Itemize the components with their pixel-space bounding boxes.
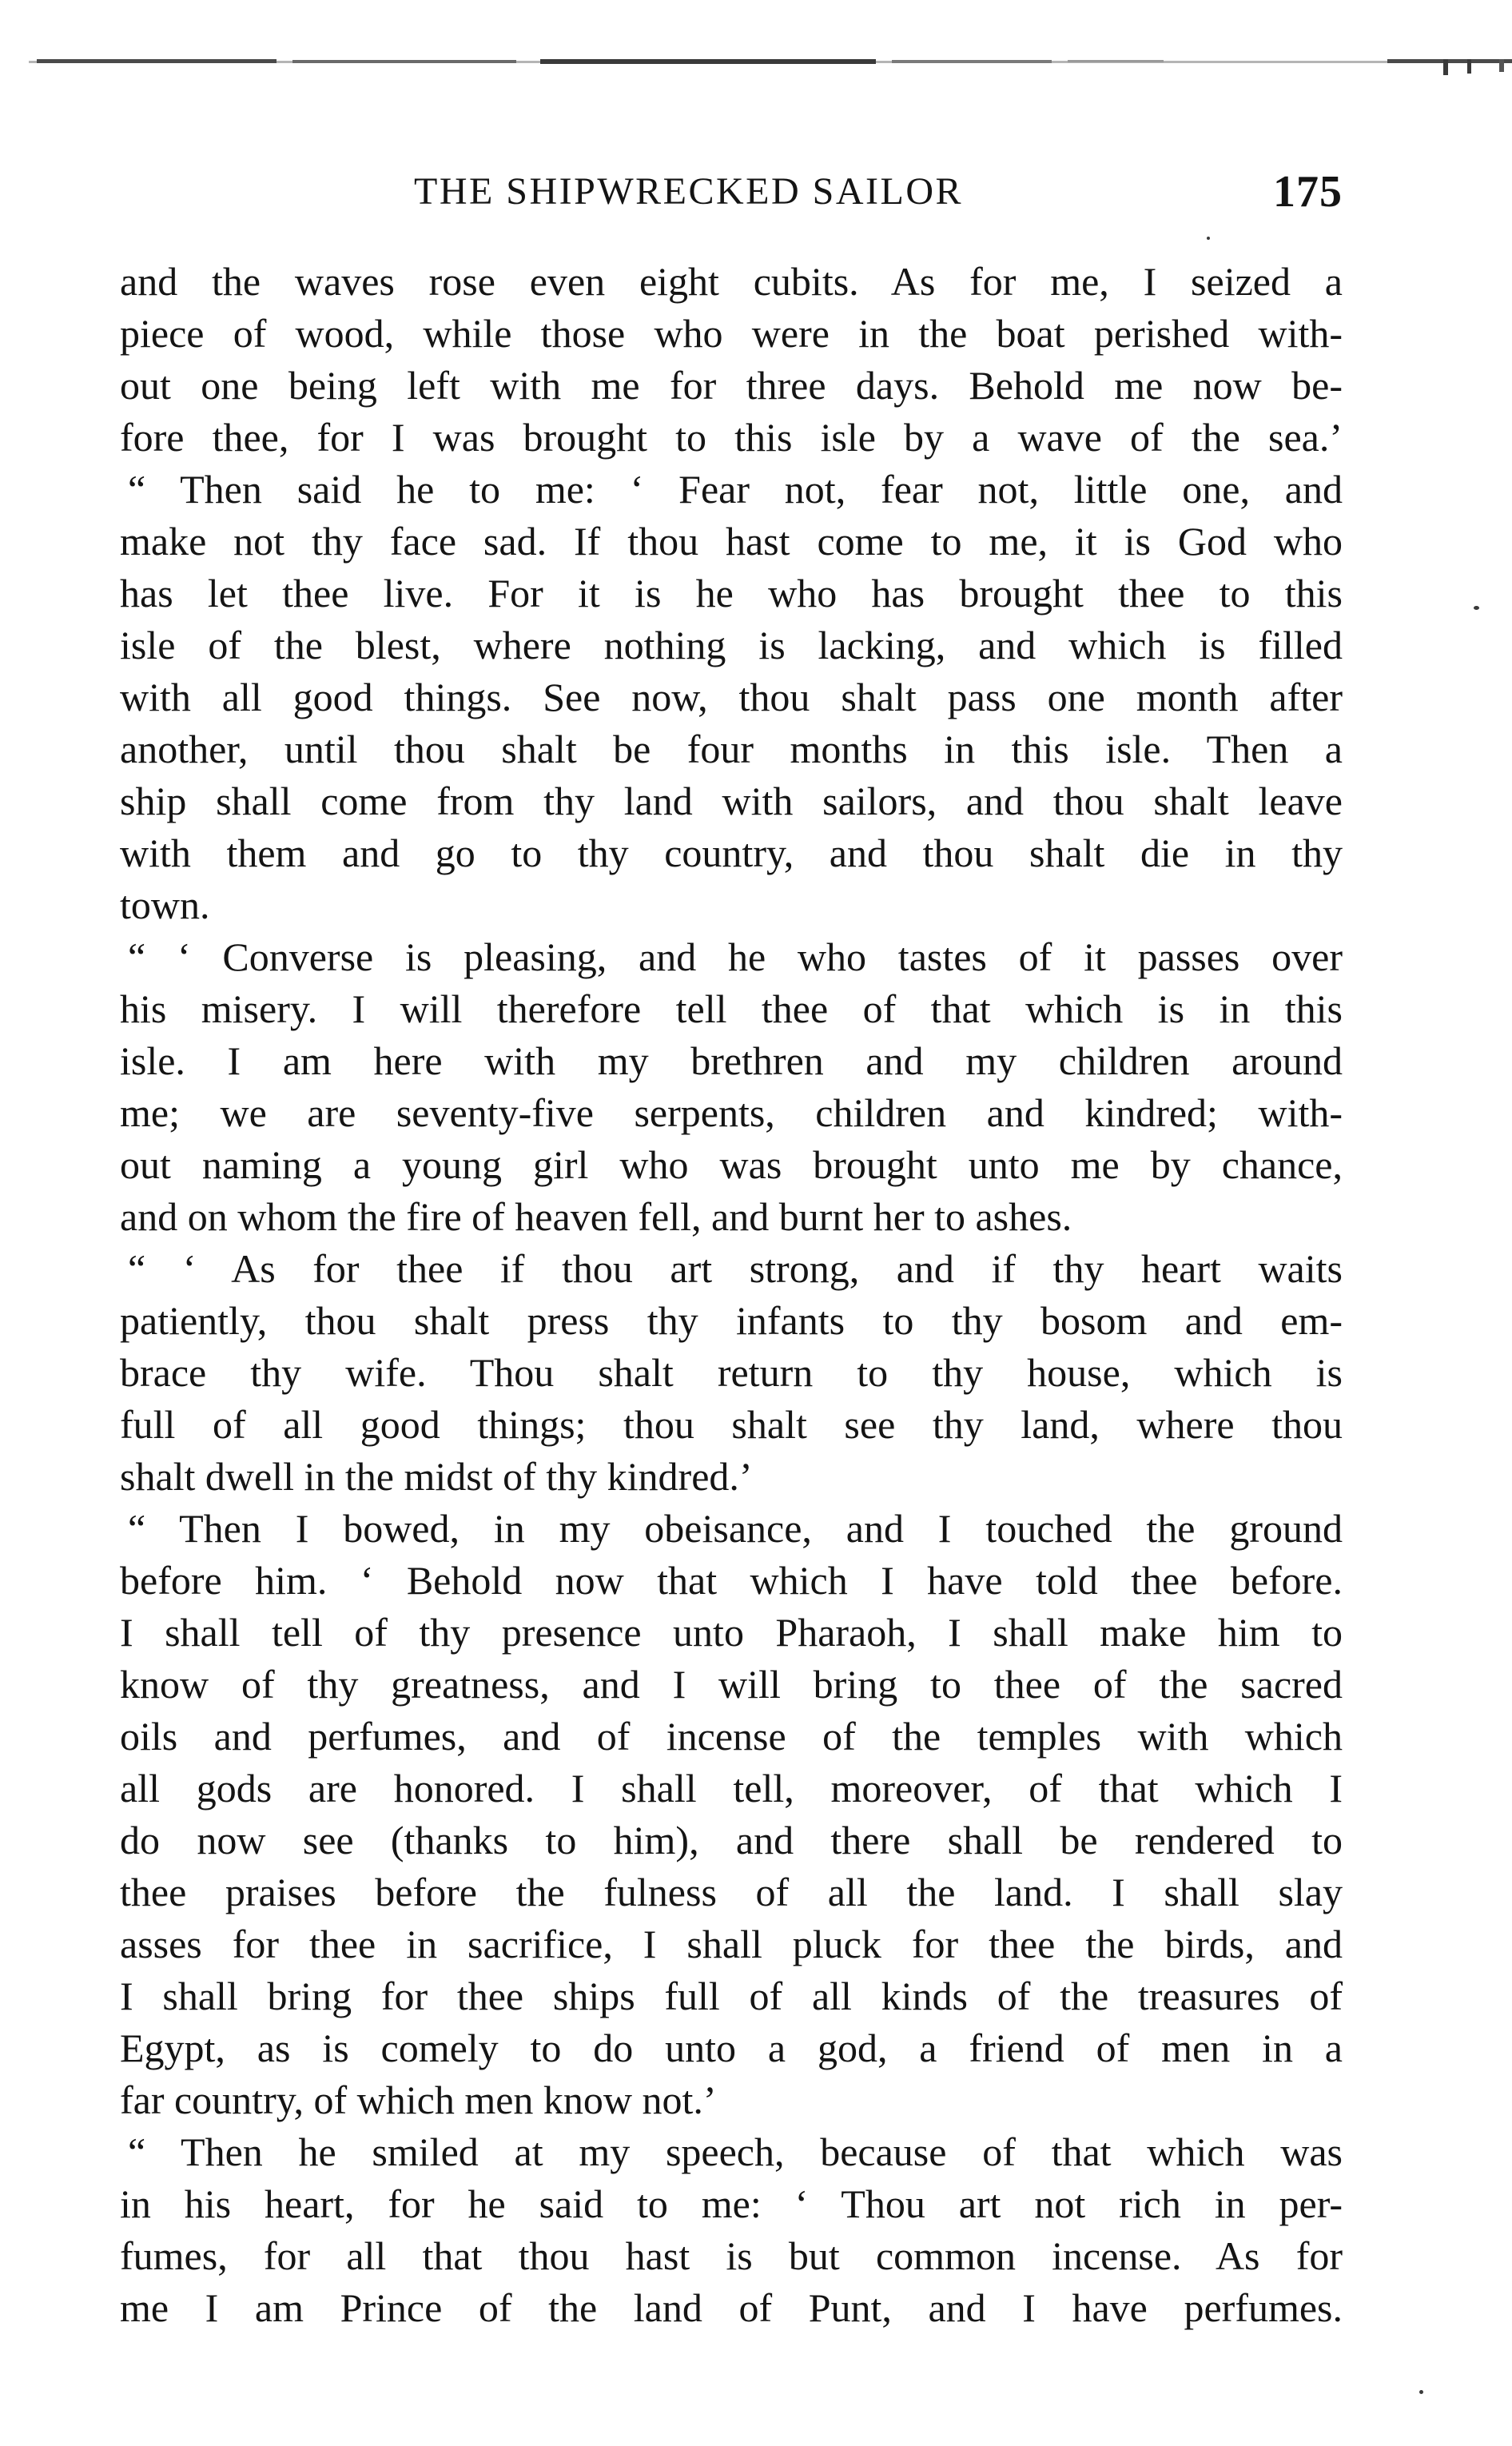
text-line: with all good things. See now, thou shalt pass one month after xyxy=(120,675,1343,719)
text-line: Egypt, as is comely to do unto a god, a friend of men in a xyxy=(120,2026,1343,2070)
text-line: full of all good things; thou shalt see thy land, where thou xyxy=(120,1402,1343,1447)
body-text xyxy=(120,256,1343,2334)
text-line: I shall bring for thee ships full of all kinds of the treasures of xyxy=(120,1974,1343,2018)
text-line: fore thee, for I was brought to this isle by a wave of the sea.’ xyxy=(120,415,1343,460)
text-line: know of thy greatness, and I will bring to thee of the sacred xyxy=(120,1662,1343,1707)
text-line: “ Then he smiled at my speech, because of that which was xyxy=(128,2129,1343,2174)
text-line: fumes, for all that thou hast is but common incense. As for xyxy=(120,2233,1343,2278)
text-line: all gods are honored. I shall tell, moreover, of that which I xyxy=(120,1766,1343,1811)
text-line: town. xyxy=(120,882,210,927)
scan-edge-artifact xyxy=(29,59,1512,75)
text-line: out naming a young girl who was brought unto me by chance, xyxy=(120,1142,1343,1187)
text-line: far country, of which men know not.’ xyxy=(120,2078,717,2122)
text-line: brace thy wife. Thou shalt return to thy house, which is xyxy=(120,1350,1343,1395)
text-line: another, until thou shalt be four months in this isle. Then a xyxy=(120,727,1343,771)
running-header xyxy=(120,161,1343,217)
running-title: THE SHIPWRECKED SAILOR xyxy=(414,170,963,213)
text-line: isle. I am here with my brethren and my children around xyxy=(120,1038,1343,1083)
text-line: before him. ‘ Behold now that which I have told thee before. xyxy=(120,1558,1343,1603)
print-speck xyxy=(1474,606,1479,610)
text-line: “ ‘ As for thee if thou art strong, and if thy heart waits xyxy=(128,1246,1343,1291)
text-line: and on whom the fire of heaven fell, and burnt her to ashes. xyxy=(120,1194,1072,1239)
text-line: patiently, thou shalt press thy infants to thy bosom and em- xyxy=(120,1298,1343,1343)
text-line: with them and go to thy country, and thou shalt die in thy xyxy=(120,831,1343,875)
text-line: oils and perfumes, and of incense of the temples with which xyxy=(120,1714,1343,1759)
page-number: 175 xyxy=(1273,167,1343,217)
text-line: has let thee live. For it is he who has brought thee to this xyxy=(120,571,1343,615)
text-line: isle of the blest, where nothing is lacking, and which is filled xyxy=(120,623,1343,667)
text-line: shalt dwell in the midst of thy kindred.’ xyxy=(120,1454,753,1499)
text-line: in his heart, for he said to me: ‘ Thou art not rich in per- xyxy=(120,2181,1343,2226)
text-line: asses for thee in sacrifice, I shall pluck for thee the birds, and xyxy=(120,1922,1343,1966)
text-line: his misery. I will therefore tell thee of that which is in this xyxy=(120,986,1343,1031)
text-line: “ ‘ Converse is pleasing, and he who tastes of it passes over xyxy=(128,934,1343,979)
text-line: ship shall come from thy land with sailors, and thou shalt leave xyxy=(120,779,1343,823)
print-speck xyxy=(1207,237,1210,240)
text-line: piece of wood, while those who were in the boat perished with- xyxy=(120,311,1343,356)
text-line: thee praises before the fulness of all the land. I shall slay xyxy=(120,1870,1343,1914)
text-line: out one being left with me for three days. Behold me now be- xyxy=(120,363,1343,408)
text-line: do now see (thanks to him), and there shall be rendered to xyxy=(120,1818,1343,1862)
text-line: me; we are seventy-five serpents, children and kindred; with- xyxy=(120,1090,1343,1135)
print-speck xyxy=(1419,2390,1423,2394)
text-line: and the waves rose even eight cubits. As for me, I seized a xyxy=(120,259,1343,304)
text-line: I shall tell of thy presence unto Pharaoh, I shall make him to xyxy=(120,1610,1343,1655)
text-line: “ Then said he to me: ‘ Fear not, fear not, little one, and xyxy=(128,467,1343,512)
text-line: “ Then I bowed, in my obeisance, and I touched the ground xyxy=(128,1506,1343,1551)
text-line: me I am Prince of the land of Punt, and I have perfumes. xyxy=(120,2285,1343,2330)
text-line: make not thy face sad. If thou hast come to me, it is God who xyxy=(120,519,1343,564)
